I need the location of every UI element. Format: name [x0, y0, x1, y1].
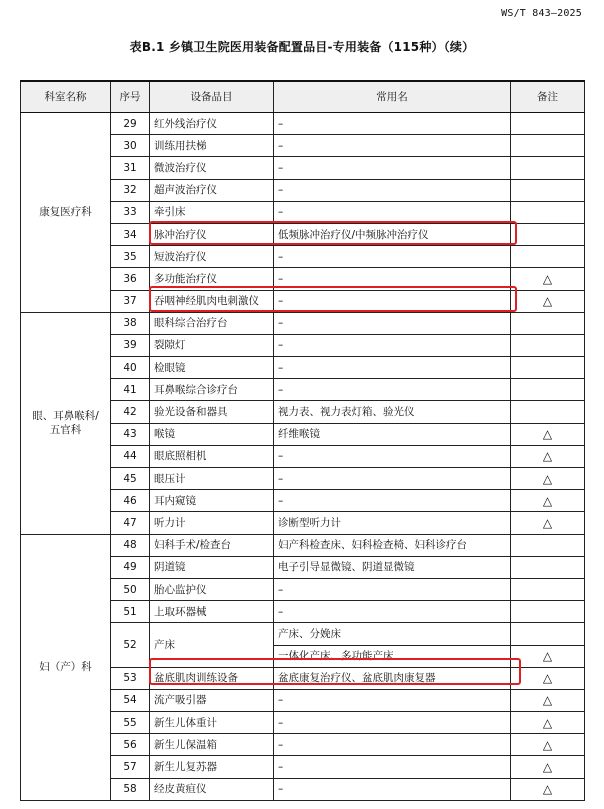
row-item: 新生儿复苏器: [150, 756, 274, 778]
row-common-name: –: [274, 445, 511, 467]
row-note: [511, 534, 585, 556]
row-number: 38: [111, 312, 150, 334]
col-header-common-name: 常用名: [274, 81, 511, 113]
row-note: [511, 623, 585, 645]
row-common-name: 诊断型听力计: [274, 512, 511, 534]
row-number: 54: [111, 689, 150, 711]
row-number: 48: [111, 534, 150, 556]
table-caption: 表B.1 乡镇卫生院医用装备配置品目-专用装备（115种）（续）: [129, 40, 475, 54]
col-header-department: 科室名称: [21, 81, 111, 113]
row-common-name: –: [274, 179, 511, 201]
row-note: △: [511, 734, 585, 756]
row-note: [511, 223, 585, 245]
row-common-name: –: [274, 601, 511, 623]
row-number: 33: [111, 201, 150, 223]
highlight-box-row-37: [149, 286, 517, 312]
row-note: △: [511, 290, 585, 312]
row-item: 新生儿体重计: [150, 712, 274, 734]
row-note: [511, 601, 585, 623]
row-common-name: –: [274, 379, 511, 401]
col-header-number: 序号: [111, 81, 150, 113]
row-item: 阴道镜: [150, 556, 274, 578]
row-number: 41: [111, 379, 150, 401]
row-item: 产床: [150, 623, 274, 667]
row-number: 58: [111, 778, 150, 800]
row-common-name: –: [274, 778, 511, 800]
row-number: 49: [111, 556, 150, 578]
row-number: 40: [111, 357, 150, 379]
row-note: [511, 556, 585, 578]
row-item: 喉镜: [150, 423, 274, 445]
row-note: △: [511, 712, 585, 734]
row-note: △: [511, 667, 585, 689]
row-number: 35: [111, 246, 150, 268]
row-common-name: 盆底康复治疗仪、盆底肌肉康复器: [274, 667, 511, 689]
row-common-name: –: [274, 268, 511, 290]
row-note: △: [511, 423, 585, 445]
row-note: [511, 578, 585, 600]
row-note: [511, 379, 585, 401]
table-row: [21, 534, 585, 556]
row-common-name: –: [274, 689, 511, 711]
standard-code: WS/T 843—2025: [501, 8, 582, 19]
row-number: 31: [111, 157, 150, 179]
row-item: 经皮黄疸仪: [150, 778, 274, 800]
row-note: [511, 312, 585, 334]
row-common-name: 一体化产床、多功能产床: [274, 645, 511, 667]
row-item: 多功能治疗仪: [150, 268, 274, 290]
row-note: △: [511, 445, 585, 467]
row-item: 红外线治疗仪: [150, 113, 274, 135]
row-note: △: [511, 778, 585, 800]
row-number: 45: [111, 468, 150, 490]
row-note: △: [511, 689, 585, 711]
row-item: 训练用扶梯: [150, 135, 274, 157]
row-common-name: –: [274, 712, 511, 734]
row-item: 胎心监护仪: [150, 578, 274, 600]
row-note: [511, 357, 585, 379]
row-item: 盆底肌肉训练设备: [150, 667, 274, 689]
row-item: 裂隙灯: [150, 334, 274, 356]
row-common-name: 电子引导显微镜、阴道显微镜: [274, 556, 511, 578]
row-item: 脉冲治疗仪: [150, 223, 274, 245]
row-item: 超声波治疗仪: [150, 179, 274, 201]
row-item: 牵引床: [150, 201, 274, 223]
row-note: △: [511, 490, 585, 512]
dept-eye-ent-line2: 五官科: [49, 424, 82, 437]
row-note: △: [511, 512, 585, 534]
row-number: 57: [111, 756, 150, 778]
row-common-name: –: [274, 734, 511, 756]
row-number: 30: [111, 135, 150, 157]
row-item: 眼底照相机: [150, 445, 274, 467]
row-number: 52: [111, 623, 150, 667]
equipment-table: [20, 80, 585, 801]
row-note: [511, 179, 585, 201]
row-number: 34: [111, 223, 150, 245]
dept-eye-ent: [21, 312, 111, 534]
row-common-name: 低频脉冲治疗仪/中频脉冲治疗仪: [274, 223, 511, 245]
row-number: 47: [111, 512, 150, 534]
row-item: 流产吸引器: [150, 689, 274, 711]
row-common-name: –: [274, 357, 511, 379]
row-note: [511, 135, 585, 157]
row-note: △: [511, 756, 585, 778]
row-common-name: –: [274, 490, 511, 512]
row-common-name: –: [274, 334, 511, 356]
table-row: [21, 312, 585, 334]
dept-gynecology: 妇（产）科: [21, 534, 111, 800]
row-common-name: 视力表、视力表灯箱、验光仪: [274, 401, 511, 423]
row-item: 验光设备和器具: [150, 401, 274, 423]
row-item: 眼科综合治疗台: [150, 312, 274, 334]
row-common-name: –: [274, 201, 511, 223]
row-item: 眼压计: [150, 468, 274, 490]
row-item: 上取环器械: [150, 601, 274, 623]
row-common-name: 纤维喉镜: [274, 423, 511, 445]
row-common-name: –: [274, 756, 511, 778]
row-note: △: [511, 645, 585, 667]
table-row: [21, 113, 585, 135]
row-note: [511, 334, 585, 356]
row-number: 32: [111, 179, 150, 201]
row-common-name: –: [274, 290, 511, 312]
row-number: 51: [111, 601, 150, 623]
row-item: 妇科手术/检查台: [150, 534, 274, 556]
row-item: 检眼镜: [150, 357, 274, 379]
row-common-name: –: [274, 157, 511, 179]
row-item: 短波治疗仪: [150, 246, 274, 268]
row-note: [511, 401, 585, 423]
row-number: 55: [111, 712, 150, 734]
row-common-name: –: [274, 246, 511, 268]
row-item: 耳鼻喉综合诊疗台: [150, 379, 274, 401]
row-common-name: –: [274, 468, 511, 490]
col-header-note: 备注: [511, 81, 585, 113]
row-common-name: –: [274, 578, 511, 600]
row-item: 吞咽神经肌肉电刺激仪: [150, 290, 274, 312]
row-note: [511, 113, 585, 135]
dept-eye-ent-line1: 眼、耳鼻喉科/: [32, 410, 99, 423]
highlight-box-row-53: [149, 658, 521, 685]
row-note: [511, 201, 585, 223]
row-number: 29: [111, 113, 150, 135]
row-number: 46: [111, 490, 150, 512]
row-common-name: –: [274, 135, 511, 157]
row-common-name: 妇产科检查床、妇科检查椅、妇科诊疗台: [274, 534, 511, 556]
row-common-name: 产床、分娩床: [274, 623, 511, 645]
dept-rehab: 康复医疗科: [21, 113, 111, 313]
row-number: 56: [111, 734, 150, 756]
row-common-name: –: [274, 113, 511, 135]
row-note: △: [511, 268, 585, 290]
col-header-item: 设备品目: [150, 81, 274, 113]
row-number: 53: [111, 667, 150, 689]
row-note: [511, 157, 585, 179]
row-item: 新生儿保温箱: [150, 734, 274, 756]
highlight-box-row-34: [149, 221, 517, 245]
row-number: 43: [111, 423, 150, 445]
row-note: [511, 246, 585, 268]
row-number: 37: [111, 290, 150, 312]
row-number: 39: [111, 334, 150, 356]
row-number: 36: [111, 268, 150, 290]
row-note: △: [511, 468, 585, 490]
table-header-row: [21, 81, 585, 113]
row-number: 44: [111, 445, 150, 467]
row-item: 微波治疗仪: [150, 157, 274, 179]
row-number: 50: [111, 578, 150, 600]
row-number: 42: [111, 401, 150, 423]
row-item: 耳内窥镜: [150, 490, 274, 512]
row-common-name: –: [274, 312, 511, 334]
row-item: 听力计: [150, 512, 274, 534]
